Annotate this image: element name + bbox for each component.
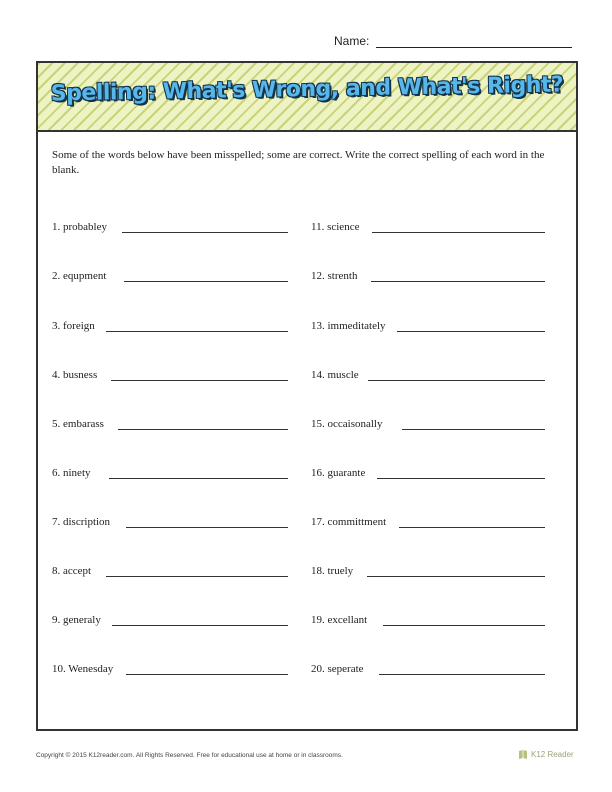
answer-blank[interactable] <box>379 674 545 675</box>
answer-blank[interactable] <box>377 478 545 479</box>
word-item-7 <box>52 516 288 532</box>
answer-blank[interactable] <box>399 527 545 528</box>
word-label: 11. science <box>311 221 360 233</box>
answer-blank[interactable] <box>368 380 545 381</box>
answer-blank[interactable] <box>106 576 288 577</box>
worksheet-title: Spelling: What's Wrong, and What's Right? <box>50 72 564 107</box>
word-item-20 <box>311 663 545 679</box>
word-label: 18. truely <box>311 565 354 577</box>
answer-blank[interactable] <box>111 380 288 381</box>
answer-blank[interactable] <box>126 674 288 675</box>
answer-blank[interactable] <box>372 232 545 233</box>
answer-blank[interactable] <box>367 576 545 577</box>
brand-name: K12 Reader <box>531 750 574 759</box>
word-label: 12. strenth <box>311 270 358 282</box>
word-label: 16. guarante <box>311 467 366 479</box>
word-label: 9. generaly <box>52 614 101 626</box>
word-item-8 <box>52 565 288 581</box>
answer-blank[interactable] <box>402 429 545 430</box>
word-label: 10. Wenesday <box>52 663 114 675</box>
word-label: 3. foreign <box>52 320 95 332</box>
word-item-19 <box>311 614 545 630</box>
answer-blank[interactable] <box>126 527 288 528</box>
word-label: 20. seperate <box>311 663 364 675</box>
title-banner <box>38 63 576 132</box>
copyright-footer: Copyright © 2015 K12reader.com. All Rights Reserved. Free for educational use at home or in classrooms. <box>36 752 343 759</box>
word-label: 8. accept <box>52 565 92 577</box>
k12reader-logo <box>518 748 582 762</box>
word-label: 6. ninety <box>52 467 91 479</box>
answer-blank[interactable] <box>383 625 545 626</box>
word-item-4 <box>52 369 288 385</box>
word-item-3 <box>52 320 288 336</box>
word-item-18 <box>311 565 545 581</box>
word-item-12 <box>311 270 545 286</box>
answer-blank[interactable] <box>124 281 288 282</box>
word-item-13 <box>311 320 545 336</box>
word-label: 5. embarass <box>52 418 104 430</box>
word-label: 17. committment <box>311 516 387 528</box>
word-item-15 <box>311 418 545 434</box>
word-item-11 <box>311 221 545 237</box>
word-label: 14. muscle <box>311 369 359 381</box>
word-item-17 <box>311 516 545 532</box>
word-item-10 <box>52 663 288 679</box>
book-icon <box>518 749 528 760</box>
word-item-1 <box>52 221 288 237</box>
word-label: 1. probabley <box>52 221 107 233</box>
name-blank-line[interactable] <box>376 47 572 48</box>
answer-blank[interactable] <box>118 429 288 430</box>
word-label: 4. busness <box>52 369 98 381</box>
word-label: 2. equpment <box>52 270 107 282</box>
word-item-5 <box>52 418 288 434</box>
answer-blank[interactable] <box>371 281 545 282</box>
answer-blank[interactable] <box>122 232 288 233</box>
word-label: 13. immeditately <box>311 320 386 332</box>
word-item-6 <box>52 467 288 483</box>
word-item-14 <box>311 369 545 385</box>
answer-blank[interactable] <box>109 478 288 479</box>
answer-blank[interactable] <box>112 625 288 626</box>
word-item-9 <box>52 614 288 630</box>
answer-blank[interactable] <box>397 331 545 332</box>
name-label: Name: <box>334 34 370 48</box>
word-label: 19. excellant <box>311 614 368 626</box>
name-field[interactable] <box>334 34 574 50</box>
word-item-2 <box>52 270 288 286</box>
instructions-text: Some of the words below have been misspelled; some are correct. Write the correct spelling of each word in the blank. <box>52 149 545 176</box>
word-item-16 <box>311 467 545 483</box>
word-label: 15. occaisonally <box>311 418 383 430</box>
answer-blank[interactable] <box>106 331 288 332</box>
word-label: 7. discription <box>52 516 111 528</box>
